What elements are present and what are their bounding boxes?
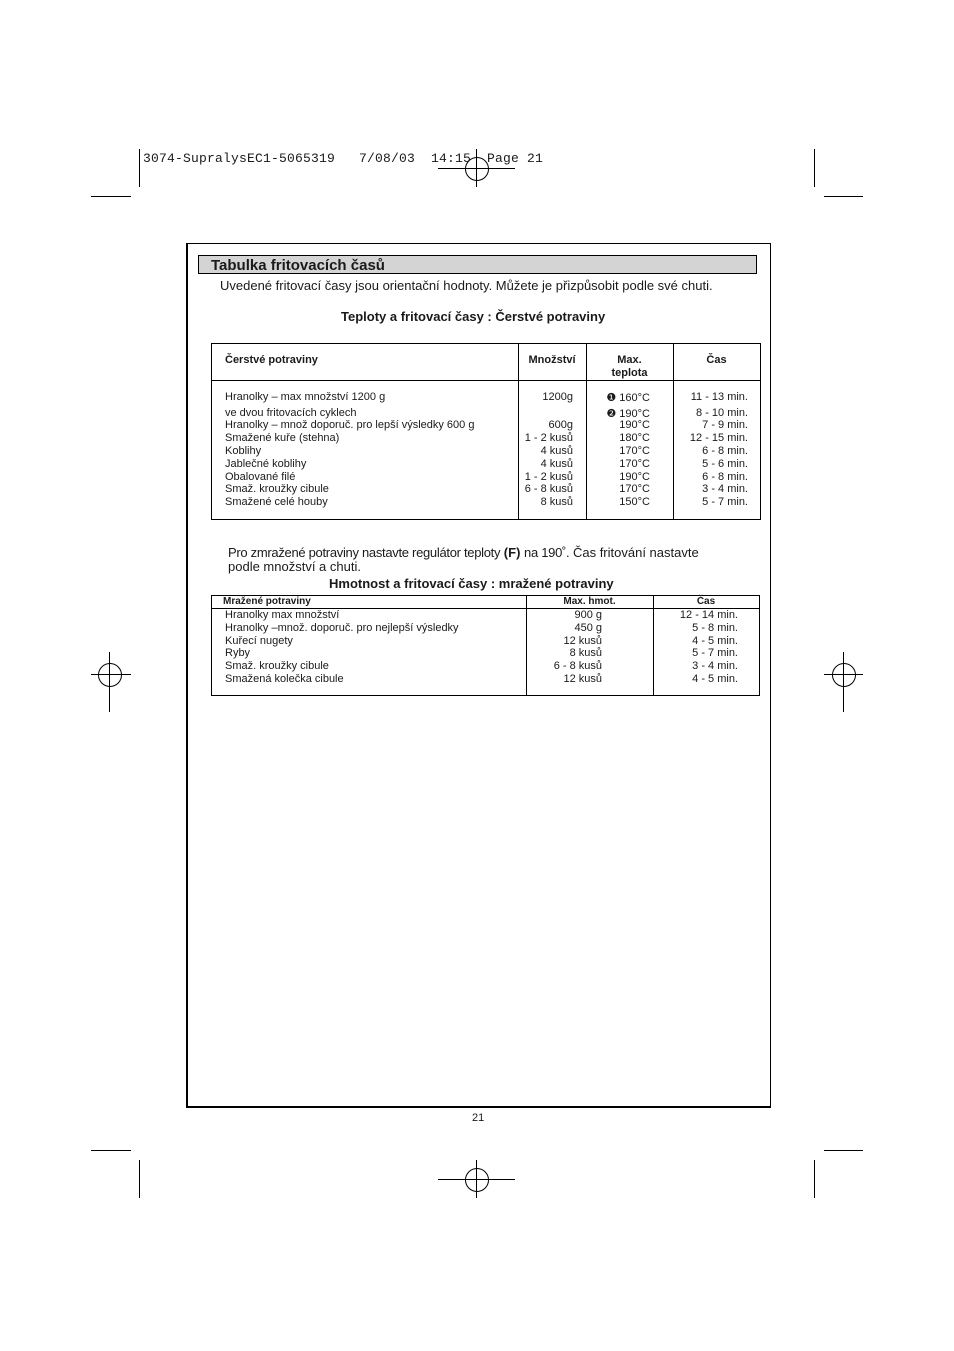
note-part-3: na 190˚. [524,545,570,560]
fresh-table-subtitle: Teploty a fritovací časy : Čerstvé potraviny [341,309,606,324]
fresh-row-time: 5 - 6 min. [702,458,748,470]
fresh-row-qty: 8 kusů [540,496,573,508]
fresh-row-food: Smaž. kroužky cibule [225,483,329,495]
fresh-row-time: 6 - 8 min. [702,445,748,457]
frozen-row-time: 5 - 8 min. [692,621,738,634]
frozen-foods-table [211,595,760,696]
fresh-row-temp: 170°C [619,483,650,495]
crop-mark-bottom-left-h [91,1150,131,1151]
print-slug: 3074-SupralysEC1-5065319 7/08/03 14:15 Page 21 [143,151,544,166]
intro-text: Uvedené fritovací časy jsou orientační hodnoty. Můžete je přizpůsobit podle své chuti. [220,278,713,293]
header-temp-1: Max. [617,354,642,366]
crop-mark-bottom-right-h [824,1150,863,1151]
fresh-row-food: Smažené celé houby [225,496,328,508]
frozen-row-food: Hranolky max množství [225,609,340,621]
fresh-row-time: 7 - 9 min. [702,419,748,431]
note-part-4: Čas fritování nastavte [572,545,699,560]
fresh-row-food: Koblihy [225,445,262,457]
frozen-row-time: 12 - 14 min. [679,609,738,621]
fresh-row-temp: 190°C [619,471,650,483]
frozen-header-time: Čas [696,596,716,607]
frozen-row-food: Kuřecí nugety [225,634,293,647]
frozen-header-weight: Max. hmot. [563,596,616,607]
fresh-row-qty: 4 kusů [540,445,573,457]
frozen-table-subtitle: Hmotnost a fritovací časy : mražené potraviny [329,576,614,591]
frozen-row-food: Smaž. kroužky cibule [225,660,329,673]
frozen-row-weight: 450 g [574,621,602,634]
frozen-row-time: 3 - 4 min. [692,660,738,673]
fresh-row-temp: 190°C [619,419,650,431]
fresh-foods-table [211,343,761,520]
fresh-row-qty: 1 - 2 kusů [524,471,573,483]
frozen-row-food: Ryby [225,647,251,660]
fresh-row-qty: 1200g [542,391,573,403]
frozen-row-weight: 8 kusů [569,647,602,660]
header-food: Čerstvé potraviny [225,354,318,366]
fresh-row-qty: 600g [548,419,573,431]
fresh-row-temp: ❶ 160°C [606,392,650,404]
fresh-row-qty: 1 - 2 kusů [524,432,573,444]
page-number: 21 [472,1112,485,1124]
note-part-2: (F) [503,545,521,560]
frozen-row-time: 4 - 5 min. [692,673,738,685]
frozen-header-food: Mražené potraviny [223,596,311,607]
fresh-row-temp: 180°C [619,432,650,444]
frozen-row-weight: 12 kusů [563,673,602,685]
fresh-row-food: ve dvou fritovacích cyklech [225,407,357,419]
crop-mark-top-right-v [814,149,815,187]
fresh-row-time: 5 - 7 min. [702,496,748,508]
fresh-row-qty: 4 kusů [540,458,573,470]
crop-mark-top-left-v [139,149,140,187]
frozen-row-food: Smažená kolečka cibule [225,673,344,685]
frozen-row-weight: 6 - 8 kusů [553,660,602,673]
page-title: Tabulka fritovacích časů [198,255,757,274]
fresh-row-time: 8 - 10 min. [696,407,748,419]
fresh-row-time: 12 - 15 min. [689,432,748,444]
fresh-row-food: Smažené kuře (stehna) [225,432,340,444]
fresh-row-time: 3 - 4 min. [702,483,748,495]
fresh-row-qty: 6 - 8 kusů [524,483,573,495]
fresh-row-temp: 170°C [619,458,650,470]
crop-mark-bottom-right-v [814,1160,815,1198]
frozen-row-food: Hranolky –množ. doporuč. pro nejlepší výsledky [225,621,459,634]
note-part-5: podle množství a chuti. [228,559,361,574]
note-part-1: Pro zmražené potraviny nastavte regulátor teploty [228,545,501,560]
header-time: Čas [706,354,727,366]
fresh-row-temp: ❷ 190°C [606,408,650,420]
fresh-row-time: 6 - 8 min. [702,471,748,483]
crop-mark-top-left-h [91,196,131,197]
frozen-row-time: 4 - 5 min. [692,634,738,647]
fresh-row-food: Hranolky – množ doporuč. pro lepší výsledky 600 g [225,419,475,431]
fresh-row-food: Hranolky – max množství 1200 g [225,391,386,403]
frozen-row-weight: 12 kusů [563,634,602,647]
fresh-row-food: Obalované filé [225,471,296,483]
fresh-row-food: Jablečné koblihy [225,458,307,470]
fresh-row-temp: 150°C [619,496,650,508]
crop-mark-top-right-h [824,196,863,197]
frozen-note [228,546,748,574]
frozen-row-time: 5 - 7 min. [692,647,738,660]
fresh-row-time: 11 - 13 min. [690,391,748,403]
header-qty: Množství [528,354,576,366]
frozen-row-weight: 900 g [574,609,602,621]
fresh-row-temp: 170°C [619,445,650,457]
header-temp-2: teplota [611,367,648,379]
crop-mark-bottom-left-v [139,1160,140,1198]
